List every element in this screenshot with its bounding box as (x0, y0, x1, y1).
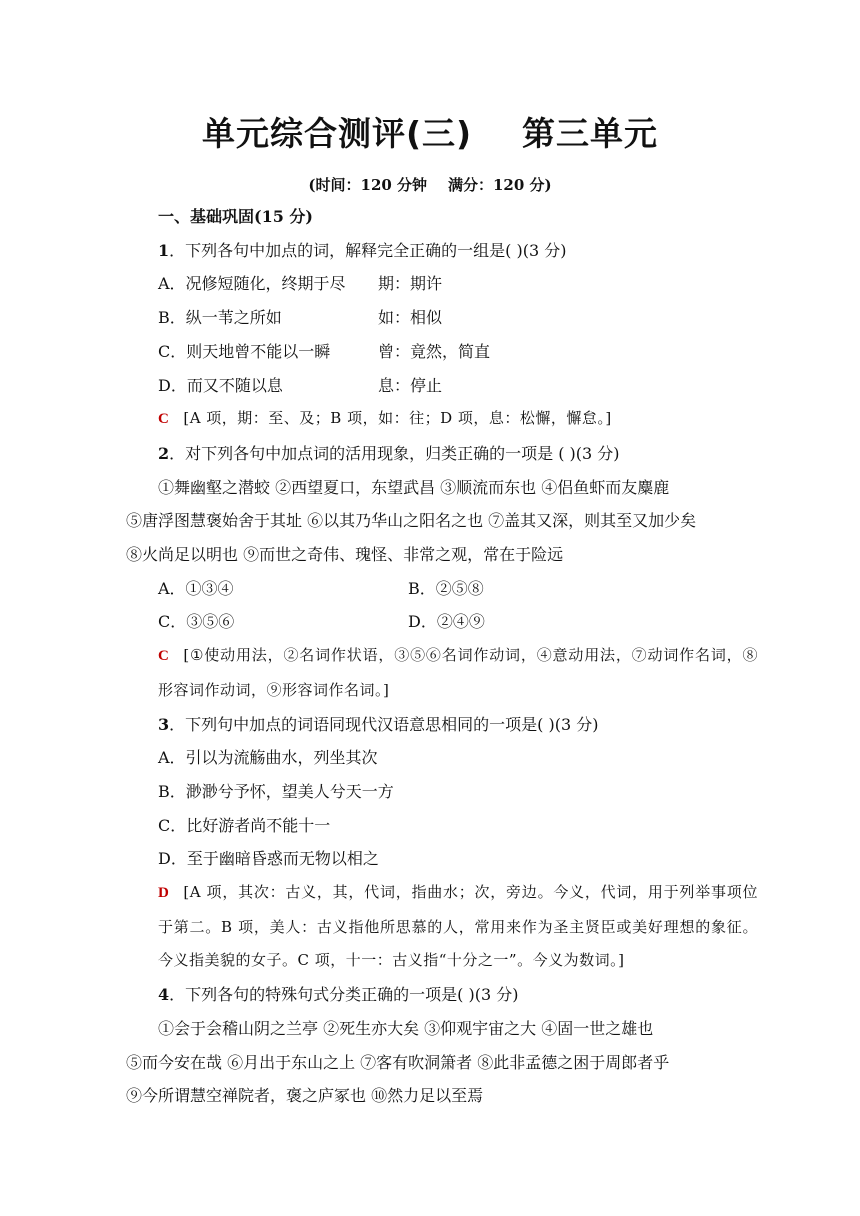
option-a: A．①③④ (158, 578, 234, 598)
q2-options-row-2 (126, 605, 758, 639)
q2-answer (126, 639, 758, 707)
question-number: 3 (158, 714, 170, 734)
option-text: D．而又不随以息 (158, 375, 283, 395)
answer-key: C (158, 648, 170, 665)
answer-key: D (158, 885, 170, 902)
question-stem: ．下列各句的特殊句式分类正确的一项是( )(3 分) (169, 985, 519, 1005)
q1-option-c (126, 335, 758, 369)
option-gloss: 曾：竟然，简直 (378, 341, 491, 361)
question-stem: ．下列各句中加点的词，解释完全正确的一组是( )(3 分) (169, 240, 567, 260)
question-4 (126, 978, 758, 1012)
question-1 (126, 234, 758, 268)
question-2 (126, 437, 758, 471)
q4-items-line-2: ⑤而今安在哉 ⑥月出于东山之上 ⑦客有吹洞箫者 ⑧此非孟德之困于周郎者乎 (126, 1052, 670, 1072)
document-body (126, 200, 758, 1113)
question-stem: ．下列句中加点的词语同现代汉语意思相同的一项是( )(3 分) (169, 714, 599, 734)
q3-answer (126, 876, 758, 978)
question-3 (126, 708, 758, 742)
option-b: B．②⑤⑧ (408, 578, 484, 598)
question-number: 1 (158, 240, 170, 260)
page-title: 单元综合测评(三) 第三单元 (201, 114, 659, 153)
answer-explanation: [A 项，期：至、及；B 项，如：往；D 项，息：松懈，懈怠。] (183, 409, 612, 428)
option-gloss: 如：相似 (378, 308, 443, 328)
answer-explanation: [①使动用法，②名词作状语，③⑤⑥名词作动词，④意动用法，⑦动词作名词，⑧形容词作动词，⑨形容词作名词。] (158, 646, 758, 699)
q1-option-a (126, 267, 758, 301)
q1-option-d (126, 369, 758, 403)
q4-items-line-1: ①会于会稽山阴之兰亭 ②死生亦大矣 ③仰观宇宙之大 ④固一世之雄也 (158, 1018, 654, 1038)
section-heading: 一、基础巩固(15 分) (158, 207, 313, 226)
q1-answer (126, 402, 758, 437)
answer-explanation: [A 项，其次：古义，其，代词，指曲水；次，旁边。今义，代词，用于列举事项位于第二。B 项，美人：古义指他所思慕的人，常用来作为圣主贤臣或美好理想的象征。今义指美貌的女子。C 项，十一：古义指“十分之一”。今义为数词。] (158, 883, 758, 970)
option-text: B．纵一苇之所如 (158, 308, 282, 328)
q2-items-line-2: ⑤唐浮图慧褒始舍于其址 ⑥以其乃华山之阳名之也 ⑦盖其又深，则其至又加少矣 (126, 511, 697, 531)
option-d: D．②④⑨ (408, 612, 485, 632)
q4-items-line-3: ⑨今所谓慧空禅院者，褒之庐冢也 ⑩然力足以至焉 (126, 1086, 484, 1106)
q2-items-line-1: ①舞幽壑之潜蛟 ②西望夏口，东望武昌 ③顺流而东也 ④侣鱼虾而友麋鹿 (158, 477, 670, 497)
option-text: A．况修短随化，终期于尽 (158, 274, 346, 294)
option-text: C．则天地曾不能以一瞬 (158, 341, 331, 361)
exam-time-score: (时间：120 分钟 满分：120 分) (308, 176, 552, 194)
q3-option-b: B．渺渺兮予怀，望美人兮天一方 (158, 781, 394, 801)
option-gloss: 期：期许 (378, 274, 443, 294)
q3-option-a: A．引以为流觞曲水，列坐其次 (158, 748, 378, 768)
option-c: C．③⑤⑥ (158, 612, 235, 632)
question-number: 4 (158, 985, 170, 1005)
q3-option-d: D．至于幽暗昏惑而无物以相之 (158, 849, 379, 869)
answer-key: C (158, 411, 170, 428)
question-number: 2 (158, 443, 170, 463)
q1-option-b (126, 301, 758, 335)
question-stem: ．对下列各句中加点词的活用现象，归类正确的一项是 ( )(3 分) (169, 443, 620, 463)
q2-options-row-1 (126, 572, 758, 606)
q3-option-c: C．比好游者尚不能十一 (158, 815, 331, 835)
q2-items-line-3: ⑧火尚足以明也 ⑨而世之奇伟、瑰怪、非常之观，常在于险远 (126, 545, 564, 565)
option-gloss: 息：停止 (378, 375, 443, 395)
